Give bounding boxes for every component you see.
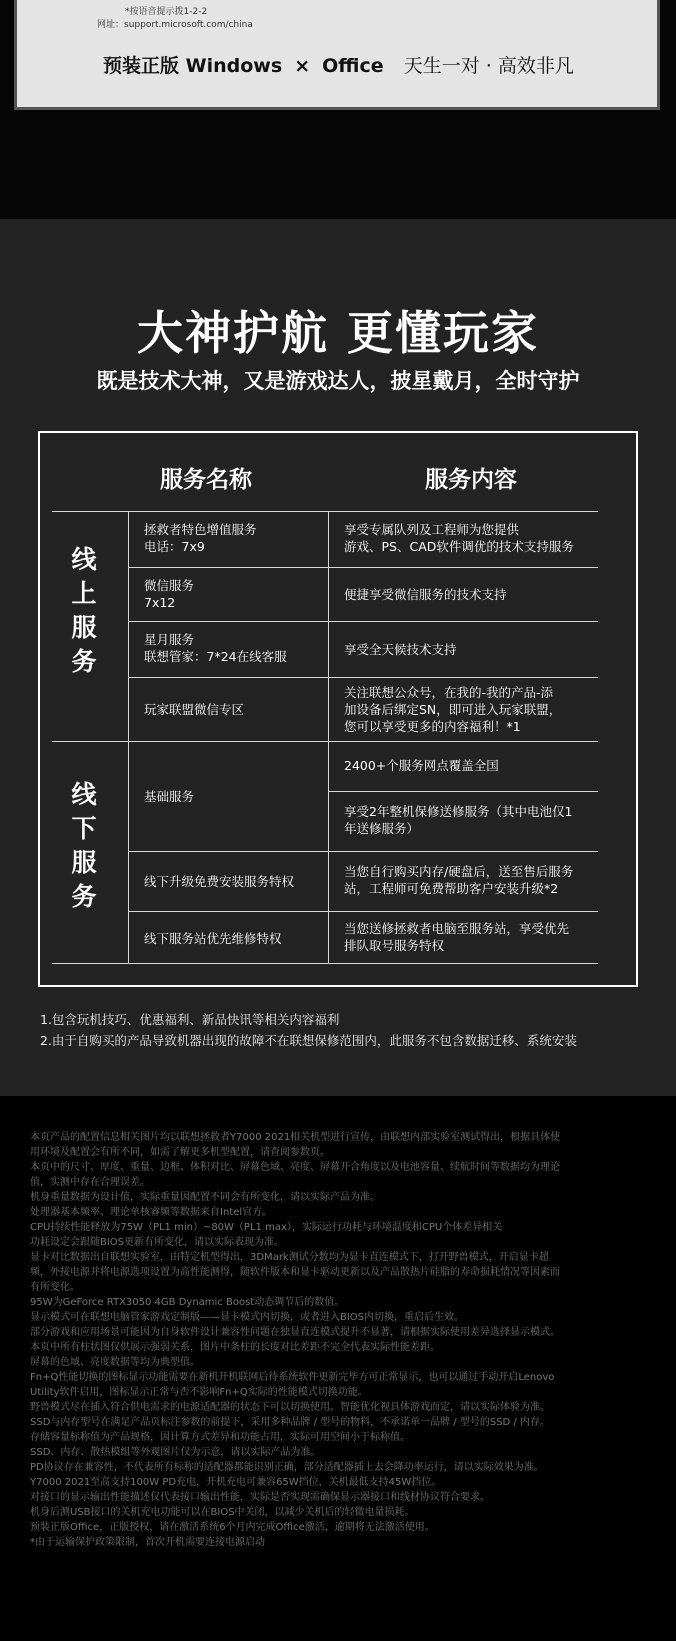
service-content-cell: 当您自行购买内存/硬盘后，送至售后服务 站，工程师可免费帮助客户安装升级*2: [344, 864, 574, 896]
disclaimer-line: CPU持续性能释放为75W（PL1 min）~80W（PL1 max），实际运行功耗与环境温度和CPU个体差异相关: [30, 1222, 503, 1233]
disclaimer-line: 用环境及配置会有所不同，如需了解更多机型配置，请查阅参数页。: [30, 1147, 330, 1158]
disclaimer-line: 有所变化。: [30, 1282, 80, 1293]
service-footnotes: [40, 1009, 577, 1051]
footnote-1: 1.包含玩机技巧、优惠福利、新品快讯等相关内容福利: [40, 1012, 340, 1027]
online-service-label: 线 上 服 务: [71, 545, 97, 676]
slogan-windows: 预装正版 Windows: [103, 55, 283, 77]
table-divider: [128, 567, 598, 568]
service-name-cell: 线下服务站优先维修特权: [144, 931, 282, 946]
header-service-content: 服务内容: [425, 467, 517, 493]
service-content-cell: 2400+个服务网点覆盖全国: [344, 758, 499, 773]
table-divider: [328, 791, 598, 792]
disclaimer-line: 本页产品的配置信息相关图片均以联想拯救者Y7000 2021相关机型进行宣传，由联想内部实验室测试得出，根据具体使: [30, 1132, 561, 1143]
table-divider: [128, 911, 598, 912]
microsoft-support-website: 网址：support.microsoft.com/china: [97, 20, 253, 30]
service-content-cell: 当您送修拯救者电脑至服务站，享受优先 排队取号服务特权: [344, 921, 570, 953]
disclaimer-line: 部分游戏和应用场景可能因为自身软件设计兼容性问题在独显直连模式提升不显著，请根据实际使用差异选择显示模式。: [30, 1327, 560, 1338]
service-name-cell: 星月服务 联想管家：7*24在线客服: [144, 632, 287, 664]
disclaimer-line: *由于运输保护政策限制，首次开机需要连接电源启动: [30, 1537, 265, 1548]
service-content-cell: 关注联想公众号，在我的-我的产品-添 加设备后绑定SN，即可进入玩家联盟， 您可以享受更多的内容福利！*1: [344, 685, 562, 734]
disclaimer-line: SSD与内存型号在满足产品页标注参数的前提下，采用多种品牌 / 型号的物料，不承诺单一品牌 / 型号的SSD / 内存。: [30, 1417, 550, 1428]
disclaimer-line: 值，实测中存在合理误差。: [30, 1177, 150, 1188]
disclaimer-line: SSD、内存、散热模组等外观图片仅为示意，请以实际产品为准。: [30, 1447, 321, 1458]
disclaimer-line: Fn+Q性能切换的图标显示功能需要在新机开机联网后待系统软件更新完毕方可正常显示，也可以通过手动开启Lenovo: [30, 1372, 555, 1383]
disclaimer-line: 对接口的显示输出性能描述仅代表接口输出性能，实际是否实现需确保显示器接口和线材协议符合要求。: [30, 1492, 490, 1503]
disclaimer-line: 预装正版Office，正版授权，请在激活系统6个月内完成Office激活，逾期将无法激活使用。: [30, 1522, 435, 1533]
windows-office-slogan: [103, 51, 574, 78]
table-divider: [128, 511, 129, 963]
disclaimer-section: [0, 1096, 676, 1641]
service-name-cell: 玩家联盟微信专区: [144, 702, 245, 717]
service-name-cell: 微信服务 7x12: [144, 578, 195, 610]
table-divider: [128, 677, 598, 678]
service-content-cell: 便捷享受微信服务的技术支持: [344, 587, 507, 602]
service-name-cell: 线下升级免费安装服务特权: [144, 874, 295, 889]
disclaimer-line: Utility软件启用，图标显示正常与否不影响Fn+Q实际的性能模式切换功能。: [30, 1387, 368, 1398]
voice-hotline-hint: *按语音提示拨1-2-2: [125, 7, 208, 17]
offline-service-label: 线 下 服 务: [71, 780, 97, 911]
disclaimer-line: 功耗设定会跟随BIOS更新有所变化，请以实际表现为准。: [30, 1237, 285, 1248]
service-content-cell: 享受全天候技术支持: [344, 642, 457, 657]
disclaimer-line: 屏幕的色域、亮度数据等均为典型值。: [30, 1357, 200, 1368]
table-divider: [52, 511, 598, 512]
disclaimer-line: PD协议存在兼容性，不代表所有标称的适配器都能识别正确，部分适配器插上去会降功率运行，请以实际效果为准。: [30, 1462, 544, 1473]
disclaimer-line: 95W为GeForce RTX3050 4GB Dynamic Boost动态调节后的数值。: [30, 1297, 345, 1308]
service-name-cell: 拯救者特色增值服务 电话：7x9: [144, 522, 257, 554]
service-content-cell: 享受专属队列及工程师为您提供 游戏、PS、CAD软件调优的技术支持服务: [344, 522, 574, 554]
disclaimer-line: 本页中所有柱状图仅供展示强弱关系，图片中条柱的长度对比差距不完全代表实际性能差距。: [30, 1342, 440, 1353]
disclaimer-line: Y7000 2021至高支持100W PD充电，开机充电可兼容65W挡位，关机最低支持45W挡位。: [30, 1477, 442, 1488]
disclaimer-line: 野兽模式尽在插入符合供电需求的电源适配器的状态下可以切换使用。智能优化视具体游戏而定，请以实际体验为准。: [30, 1402, 550, 1413]
service-table: [38, 431, 638, 987]
table-divider: [128, 621, 598, 622]
disclaimer-text: [30, 1130, 660, 1550]
disclaimer-line: 存储容量标称值为产品规格，因计算方式差异和功能占用，实际可用空间小于标称值。: [30, 1432, 410, 1443]
disclaimer-line: 本页中的尺寸、厚度、重量、边框、体积对比、屏幕色域、亮度、屏幕开合角度以及电池容量、续航时间等数据均为理论: [30, 1162, 560, 1173]
table-divider: [128, 851, 598, 852]
disclaimer-line: 机身后测USB接口的关机充电功能可以在BIOS中关闭，以减少关机后的轻微电量损耗。: [30, 1507, 415, 1518]
service-name-cell: 基础服务: [144, 789, 195, 804]
table-divider: [52, 741, 598, 742]
microsoft-promo-card: [14, 0, 660, 110]
service-section: [0, 219, 676, 1096]
slogan-tagline: 天生一对 · 高效非凡: [403, 55, 574, 77]
footnote-2: 2.由于自购买的产品导致机器出现的故障不在联想保修范围内，此服务不包含数据迁移、系统安装: [40, 1033, 577, 1048]
disclaimer-line: 显示模式可在联想电脑管家游戏定制版——显卡模式内切换，或者进入BIOS内切换，重启后生效。: [30, 1312, 465, 1323]
service-headline: 大神护航 更懂玩家: [136, 306, 539, 360]
disclaimer-line: 机身重量数据为设计值，实际重量因配置不同会有所变化，请以实际产品为准。: [30, 1192, 380, 1203]
service-content-cell: 享受2年整机保修送修服务（其中电池仅1 年送修服务）: [344, 804, 573, 836]
slogan-times-sign: ×: [294, 55, 311, 77]
disclaimer-line: 频，外接电源并将电源选项设置为高性能测得，随软件版本和显卡驱动更新以及产品散热片硅脂的寿命损耗情况等因素而: [30, 1267, 560, 1278]
table-divider: [328, 511, 329, 963]
top-banner: [0, 0, 676, 219]
header-service-name: 服务名称: [160, 467, 252, 493]
disclaimer-line: 处理器基本频率、理论单核睿频等数据来自Intel官方。: [30, 1207, 273, 1218]
disclaimer-line: 显卡对比数据出自联想实验室，由特定机型得出，3DMark测试分数均为显卡直连模式下，打开野兽模式，开启显卡超: [30, 1252, 549, 1263]
service-subline: 既是技术大神，又是游戏达人，披星戴月，全时守护: [96, 369, 580, 393]
table-divider: [52, 963, 598, 964]
slogan-office: Office: [322, 55, 384, 77]
